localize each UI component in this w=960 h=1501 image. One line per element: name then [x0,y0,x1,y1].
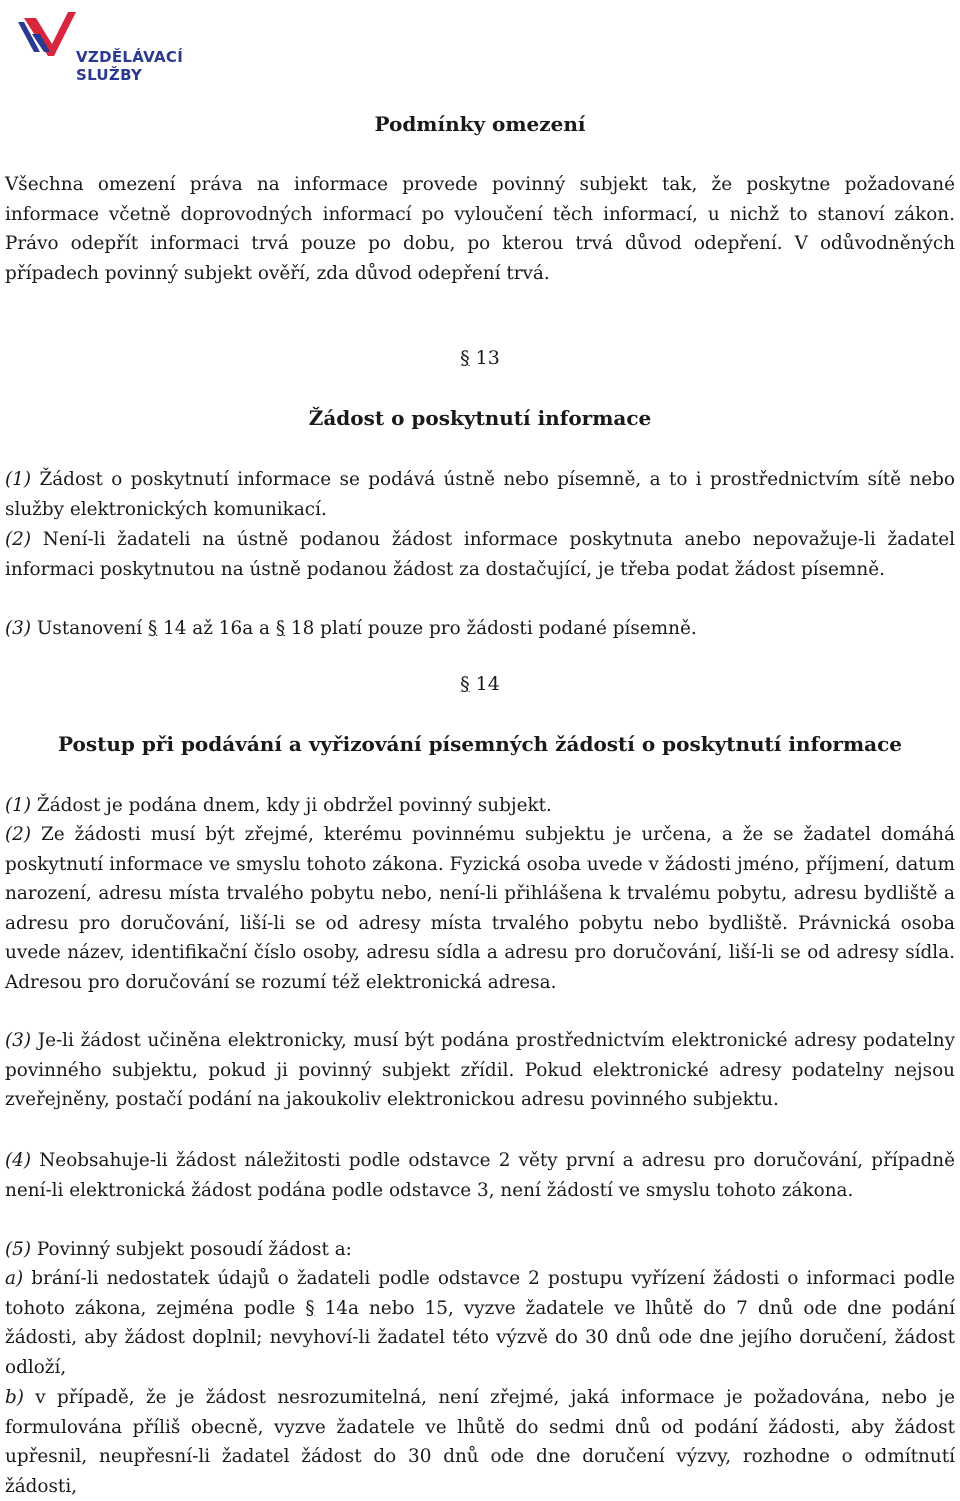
paragraph-text: 14a nebo 15, vyzve žadatele ve lhůtě do 7 dnů ode dne podání žádosti, aby žádost doplnil; nevyhoví-li žadatel této výzvě do 30 dnů ode dne jejího doručení, žádost odloží, [5,1297,955,1378]
section-14-heading: Postup při podávání a vyřizování písemných žádostí o poskytnutí informace [58,732,902,756]
paragraph-number: (1) [5,469,32,490]
section-symbol: § [460,673,470,695]
item-letter: b) [5,1387,24,1408]
paragraph-text: Žádost o poskytnutí informace se podává ústně nebo písemně, a to i prostřednictvím sítě nebo služby elektronických komunikací. [5,469,955,520]
logo-line2: SLUŽBY [76,66,143,84]
paragraph-text: Ze žádosti musí být zřejmé, kterému povinnému subjektu je určena, a že se žadatel domáhá poskytnutí informace ve smyslu tohoto zákona. Fyzická osoba uvede v žádosti jméno, příjmení, datum narození, adresu místa trvalého pobytu nebo, není-li přihlášena k trvalému pobytu, adresu bydliště a adresu pro doručování, liší-li se od adresy místa trvalého pobytu nebo bydliště. Právnická osoba uvede název, identifikační číslo osoby, adresu sídla a adresu pro doručování, liší-li se od adresy sídla. Adresou pro doručování se rozumí též elektronická adresa. [5,824,955,993]
paragraph-number: (1) [5,795,32,816]
s13-paragraph-3 [5,614,955,644]
section-symbol: § [275,618,286,639]
s14-paragraph-3 [5,1026,955,1115]
section-13-number [0,347,960,369]
paragraph-text: v případě, že je žádost nesrozumitelná, není zřejmé, jaká informace je požadována, nebo je formulována příliš obecně, vyzve žadatele ve lhůtě do sedmi dnů od podání žádosti, aby žádost upřesnil, neupřesní-li žadatel žádost do 30 dnů ode dne doručení výzvy, rozhodne o odmítnutí žádosti, [5,1387,955,1497]
paragraph-number: (2) [5,529,32,550]
s13-paragraph-2 [5,525,955,584]
paragraph-number: (3) [5,1030,32,1051]
paragraph-text: Neobsahuje-li žádost náležitosti podle odstavce 2 věty první a adresu pro doručování, případně není-li elektronická žádost podána podle odstavce 3, není žádostí ve smyslu tohoto zákona. [5,1150,955,1201]
paragraph-number: (4) [5,1150,32,1171]
section-14-number [0,673,960,695]
paragraph-text: 14 až 16a a [163,618,270,639]
paragraph-text: Není-li žadateli na ústně podanou žádost informace poskytnuta anebo nepovažuje-li žadatel informaci poskytnutou na ústně podanou žádost za dostačující, je třeba podat žádost písemně. [5,529,955,580]
paragraph-text: Ustanovení [36,618,143,639]
s14-paragraph-2 [5,820,955,997]
logo [18,8,184,94]
section-13-heading: Žádost o poskytnutí informace [308,406,652,430]
paragraph-text: 18 platí pouze pro žádosti podané písemně. [290,618,697,639]
paragraph-text: Je-li žádost učiněna elektronicky, musí být podána prostřednictvím elektronické adresy podatelny povinného subjektu, pokud ji povinný subjekt zřídil. Pokud elektronické adresy podatelny nejsou zveřejněny, postačí podání na jakoukoliv elektronickou adresu povinného subjektu. [5,1030,955,1110]
s13-paragraph-1 [5,465,955,524]
paragraph-text: Povinný subjekt posoudí žádost a: [36,1239,352,1260]
paragraph-number: (5) [5,1239,32,1260]
s14-item-a [5,1264,955,1382]
paragraph-number: (2) [5,824,32,845]
section-symbol: § [148,618,158,639]
s14-paragraph-5 [5,1235,955,1265]
paragraph-text: brání-li nedostatek údajů o žadateli podle odstavce 2 postupu vyřízení žádosti o informaci podle tohoto zákona, zejména podle [5,1268,955,1319]
section-13-num: 13 [475,347,500,369]
section-14-num: 14 [475,673,500,695]
intro-paragraph: Všechna omezení práva na informace provede povinný subjekt tak, že poskytne požadované informace včetně doprovodných informací po vyloučení těch informací, u nichž to stanoví zákon. Právo odepřít informaci trvá pouze po dobu, po kterou trvá důvod odepření. V odůvodněných případech povinný subjekt ověří, zda důvod odepření trvá. [5,174,955,284]
s14-item-b [5,1383,955,1501]
item-letter: a) [5,1268,24,1289]
logo-chevron-icon [18,8,78,68]
page-title: Podmínky omezení [374,112,586,136]
paragraph-text: Žádost je podána dnem, kdy ji obdržel povinný subjekt. [36,795,552,816]
section-symbol: § [460,347,470,369]
s14-paragraph-1 [5,791,955,821]
paragraph-number: (3) [5,618,32,639]
s14-paragraph-4 [5,1146,955,1205]
section-symbol: § [305,1297,315,1319]
logo-line1: VZDĚLÁVACÍ [76,48,184,66]
